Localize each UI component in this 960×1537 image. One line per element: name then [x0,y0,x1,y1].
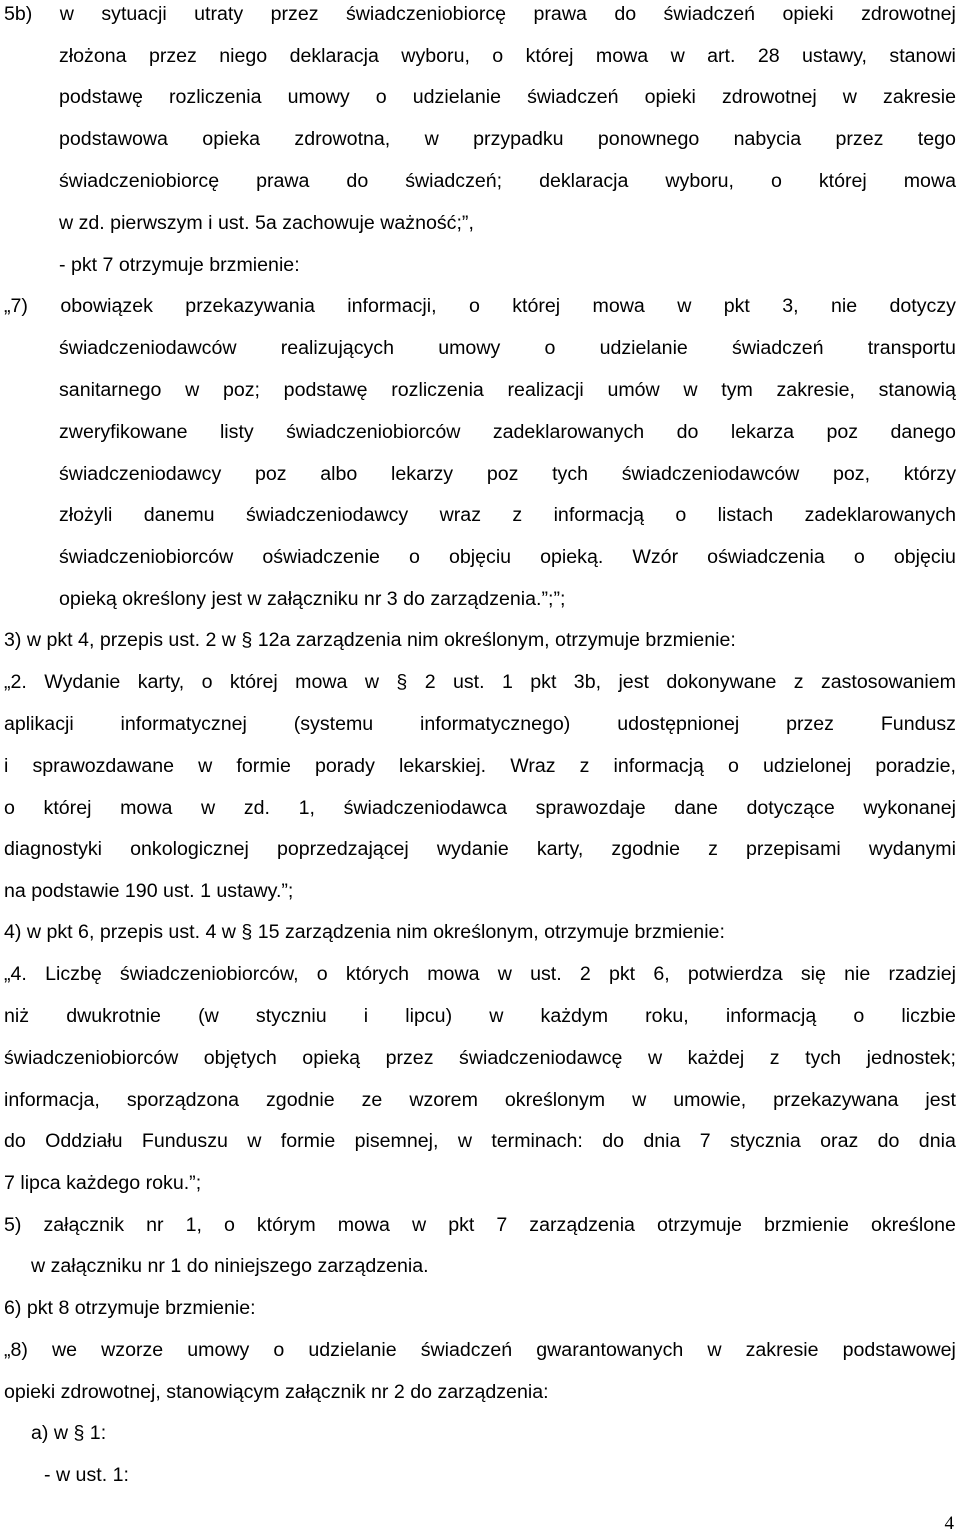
word: (w [198,1005,219,1027]
word: do [602,1130,624,1152]
word: o [316,963,328,985]
text-line: opieki zdrowotnej, stanowiącym załącznik nr 2 do zarządzenia: [4,1381,549,1403]
word: ze [361,1089,383,1111]
word: 28 [757,45,780,67]
word: lipcu) [405,1005,453,1027]
word: pkt [530,671,557,693]
word: i [363,1005,369,1027]
word: w [185,379,200,401]
word: gwarantowanych [536,1339,684,1361]
word: pkt [608,963,636,985]
text-line: 7 lipca każdego roku.”; [4,1172,202,1194]
word: diagnostyki [4,838,103,860]
word: 2 [579,963,591,985]
word: informacją [553,504,644,526]
word: umowy [438,337,501,359]
word: deklaracja [539,170,629,192]
word: 2 [424,671,436,693]
word: § [396,671,408,693]
word: zastosowaniem [820,671,956,693]
text-line: opieką określony jest w załączniku nr 3 do zarządzenia.”;”; [59,588,566,610]
word: w [424,128,439,150]
word: jest [618,671,649,693]
word: wydanymi [868,838,956,860]
word: w [632,1089,647,1111]
word: tego [917,128,956,150]
word: zgodnie [611,838,681,860]
word: świadczeń [527,86,619,108]
word: 3b, [573,671,602,693]
word: określone [870,1214,956,1236]
word: niż [4,1005,30,1027]
word: do [676,421,699,443]
word: do [614,3,637,25]
word: zadeklarowanych [492,421,645,443]
word: o [675,504,687,526]
word: dwukrotnie [66,1005,161,1027]
word: w [489,1005,504,1027]
word: mowa [120,797,173,819]
word: deklaracja [289,45,379,67]
word: pkt [723,295,750,317]
word: formie [236,755,291,777]
word: realizacji [507,379,584,401]
word: ponownego [597,128,700,150]
text-line [59,44,956,68]
word: świadczeniobiorców [286,421,461,443]
word: ust. [530,963,562,985]
word: której [525,45,574,67]
word: udzielonej [763,755,852,777]
word: objęciu [448,546,512,568]
word: określonym [504,1089,606,1111]
word: obowiązek [60,295,153,317]
word: 7 [496,1214,508,1236]
text-line [59,545,956,569]
text-line: - pkt 7 otrzymuje brzmienie: [59,254,300,276]
word: o [728,755,739,777]
text-line [4,754,956,778]
word: przez [270,3,319,25]
word: opieką. [540,546,604,568]
text-line: a) w § 1: [31,1422,107,1444]
word: stanowią [878,379,956,401]
word: nr [146,1214,164,1236]
word: 5b) [4,3,33,25]
text-line [59,85,956,109]
word: wraz [439,504,481,526]
word: pkt [448,1214,475,1236]
text-line [4,294,956,318]
text-line [59,503,956,527]
word: nabycia [733,128,802,150]
word: sprawozdaje [535,797,646,819]
word: w [647,1047,663,1069]
word: onkologicznej [130,838,249,860]
word: liczbie [901,1005,956,1027]
word: lekarzy [391,463,454,485]
word: zakresie, [776,379,855,401]
text-line [4,962,956,986]
word: umowy [287,86,350,108]
word: której [229,671,278,693]
word: niego [219,45,268,67]
word: wzorem [409,1089,478,1111]
word: informatycznej [120,713,247,735]
word: się [800,963,826,985]
word: aplikacji [4,713,74,735]
text-line [59,420,956,444]
word: mowa [903,170,956,192]
word: zdrowotna, [294,128,391,150]
text-line [59,336,956,360]
word: „2. [4,671,27,693]
word: dotyczące [746,797,835,819]
word: złożona [59,45,127,67]
word: stanowi [889,45,956,67]
text-line: w zd. pierwszym i ust. 5a zachowuje ważność;”, [59,212,474,234]
word: dokonywane [666,671,777,693]
word: listy [219,421,254,443]
word: roku, [645,1005,689,1027]
word: świadczeniobiorców [4,1047,179,1069]
word: świadczeniodawcę [459,1047,623,1069]
word: złożyli [59,504,113,526]
word: z [579,755,590,777]
word: w [670,45,685,67]
word: przez [148,45,197,67]
word: Wzór [632,546,679,568]
word: świadczeń [663,3,756,25]
text-line [59,378,956,402]
word: przekazywania [185,295,315,317]
word: ustawy, [802,45,867,67]
text-line [4,2,956,26]
word: mowa [337,1214,390,1236]
text-line: w załączniku nr 1 do niniejszego zarządzenia. [31,1255,429,1277]
word: świadczeń [732,337,824,359]
word: nie [830,295,858,317]
word: do [4,1130,26,1152]
word: rozliczenia [168,86,262,108]
word: oświadczenie [262,546,380,568]
word: w [707,1339,722,1361]
word: udzielanie [412,86,502,108]
word: podstawę [59,86,143,108]
word: o [201,671,213,693]
word: zgodnie [266,1089,335,1111]
word: terminach: [491,1130,583,1152]
word: świadczeń [420,1339,513,1361]
word: Oddziału [45,1130,123,1152]
word: oraz [820,1130,859,1152]
word: przez [385,1047,434,1069]
word: opieki [782,3,834,25]
word: w [457,1130,472,1152]
word: świadczeniobiorcę [59,170,220,192]
word: zakresie [883,86,956,108]
word: poz [254,463,287,485]
word: zakresie [745,1339,819,1361]
word: „4. [4,963,27,985]
word: udzielanie [308,1339,397,1361]
text-line [4,1338,956,1362]
word: umowie, [673,1089,747,1111]
word: w [198,755,213,777]
word: w [59,3,74,25]
text-line [59,127,956,151]
word: Fundusz [880,713,956,735]
word: poprzedzającej [276,838,409,860]
word: poz, [832,463,871,485]
word: zdrowotnej [721,86,817,108]
word: informacją [613,755,704,777]
word: realizujących [280,337,394,359]
word: przypadku [473,128,564,150]
word: poz; [222,379,260,401]
text-line [4,1129,956,1153]
word: w [247,1130,262,1152]
word: o [4,797,15,819]
word: tych [805,1047,842,1069]
word: i [4,755,9,777]
word: 3, [782,295,799,317]
word: styczniu [255,1005,327,1027]
word: tych [552,463,589,485]
word: 1, [185,1214,202,1236]
word: z [769,1047,780,1069]
word: których [345,963,410,985]
word: świadczeniodawców [621,463,800,485]
word: w [683,379,698,401]
word: informacja, [4,1089,100,1111]
word: o [223,1214,235,1236]
word: świadczeniodawcy [245,504,409,526]
word: jest [925,1089,956,1111]
word: sanitarnego [59,379,162,401]
word: umowy [187,1339,250,1361]
word: w [364,671,379,693]
word: w [497,963,512,985]
text-line [59,462,956,486]
word: o [853,546,865,568]
word: 1 [501,671,513,693]
word: danemu [143,504,215,526]
word: przepisami [746,838,841,860]
word: poz [486,463,519,485]
text-line: na podstawie 190 ust. 1 ustawy.”; [4,880,294,902]
word: dnia [918,1130,956,1152]
word: o [273,1339,285,1361]
page-number: 4 [944,1513,954,1534]
text-line: 4) w pkt 6, przepis ust. 4 w § 15 zarządzenia nim określonym, otrzymuje brzmienie: [4,921,725,943]
word: potwierdza [687,963,783,985]
word: opieka [202,128,261,150]
word: otrzymuje [656,1214,742,1236]
word: objętych [203,1047,277,1069]
word: mowa [595,45,649,67]
word: we [52,1339,78,1361]
word: której [43,797,92,819]
word: świadczeniobiorców [59,546,234,568]
word: o [375,86,387,108]
word: o [544,337,556,359]
word: oświadczenia [707,546,825,568]
word: zdrowotnej [861,3,956,25]
word: wzorze [101,1339,164,1361]
word: o [492,45,504,67]
word: karty, [536,838,584,860]
word: Wydanie [44,671,121,693]
word: lekarskiej. [398,755,487,777]
word: każdej [687,1047,745,1069]
text-line [59,169,956,193]
word: rzadziej [888,963,956,985]
word: poradzie, [875,755,956,777]
word: tym [721,379,753,401]
word: art. [707,45,736,67]
text-line [4,1088,956,1112]
word: którym [256,1214,316,1236]
word: sporządzona [126,1089,240,1111]
word: każdym [540,1005,609,1027]
word: ust. [452,671,485,693]
word: „7) [4,295,28,317]
text-line [4,712,956,736]
word: przez [786,713,834,735]
word: poz [826,421,859,443]
word: sytuacji [101,3,167,25]
word: podstawę [283,379,368,401]
word: jednostek; [866,1047,956,1069]
word: pisemnej, [354,1130,439,1152]
word: wydanie [436,838,509,860]
word: umów [607,379,660,401]
word: sprawozdawane [32,755,175,777]
word: o [468,295,480,317]
word: do [346,170,369,192]
word: rozliczenia [391,379,484,401]
text-line [4,837,956,861]
word: przekazywana [773,1089,899,1111]
word: Funduszu [141,1130,228,1152]
text-line [4,1213,956,1237]
word: listach [717,504,774,526]
word: dane [674,797,718,819]
word: zweryfikowane [59,421,188,443]
word: albo [320,463,358,485]
word: podstawowej [842,1339,956,1361]
word: zadeklarowanych [804,504,956,526]
word: podstawowa [59,128,168,150]
word: lekarza [730,421,795,443]
word: do [877,1130,900,1152]
word: udostępnionej [617,713,740,735]
word: w [842,86,857,108]
word: dotyczy [889,295,956,317]
word: zd. [243,797,270,819]
word: wyboru, [665,170,734,192]
word: 7 [699,1130,711,1152]
word: świadczeniobiorców, [119,963,299,985]
word: 6, [653,963,670,985]
word: informatycznego) [420,713,571,735]
word: z [512,504,523,526]
word: o [853,1005,865,1027]
word: w [201,797,216,819]
word: świadczeniodawców [59,337,237,359]
text-line: 3) w pkt 4, przepis ust. 2 w § 12a zarządzenia nim określonym, otrzymuje brzmienie: [4,629,736,651]
word: opieką [302,1047,361,1069]
word: Liczbę [45,963,102,985]
word: której [818,170,867,192]
text-line [4,796,956,820]
word: transportu [867,337,956,359]
word: w [412,1214,427,1236]
word: „8) [4,1339,28,1361]
word: zarządzenia [529,1214,635,1236]
word: w [677,295,692,317]
word: brzmienie [763,1214,849,1236]
word: prawa [533,3,587,25]
word: przez [835,128,884,150]
text-line: 6) pkt 8 otrzymuje brzmienie: [4,1297,256,1319]
word: opieki [644,86,696,108]
word: mowa [427,963,480,985]
word: którzy [903,463,956,485]
word: świadczeniodawca [343,797,507,819]
word: 5) [4,1214,22,1236]
text-line [4,1046,956,1070]
word: z [793,671,804,693]
word: nie [844,963,871,985]
word: wykonanej [863,797,956,819]
word: świadczeniodawcy [59,463,222,485]
word: karty, [137,671,185,693]
text-line [4,670,956,694]
text-line: - w ust. 1: [44,1464,129,1486]
word: załącznik [43,1214,125,1236]
word: mowa [295,671,348,693]
word: mowa [592,295,645,317]
word: stycznia [730,1130,801,1152]
word: o [409,546,420,568]
text-line [4,1004,956,1028]
word: Wraz [510,755,556,777]
word: świadczeń; [405,170,503,192]
word: o [770,170,782,192]
word: objęciu [893,546,956,568]
word: (systemu [293,713,374,735]
word: z [708,838,718,860]
word: utraty [194,3,244,25]
word: danego [890,421,956,443]
word: informacją [725,1005,817,1027]
word: prawa [256,170,310,192]
word: udzielanie [599,337,688,359]
word: porady [314,755,375,777]
word: której [512,295,561,317]
word: wyboru, [401,45,470,67]
word: informacji, [347,295,437,317]
word: świadczeniobiorcę [345,3,507,25]
word: 1, [298,797,315,819]
word: dnia [643,1130,681,1152]
word: formie [280,1130,336,1152]
